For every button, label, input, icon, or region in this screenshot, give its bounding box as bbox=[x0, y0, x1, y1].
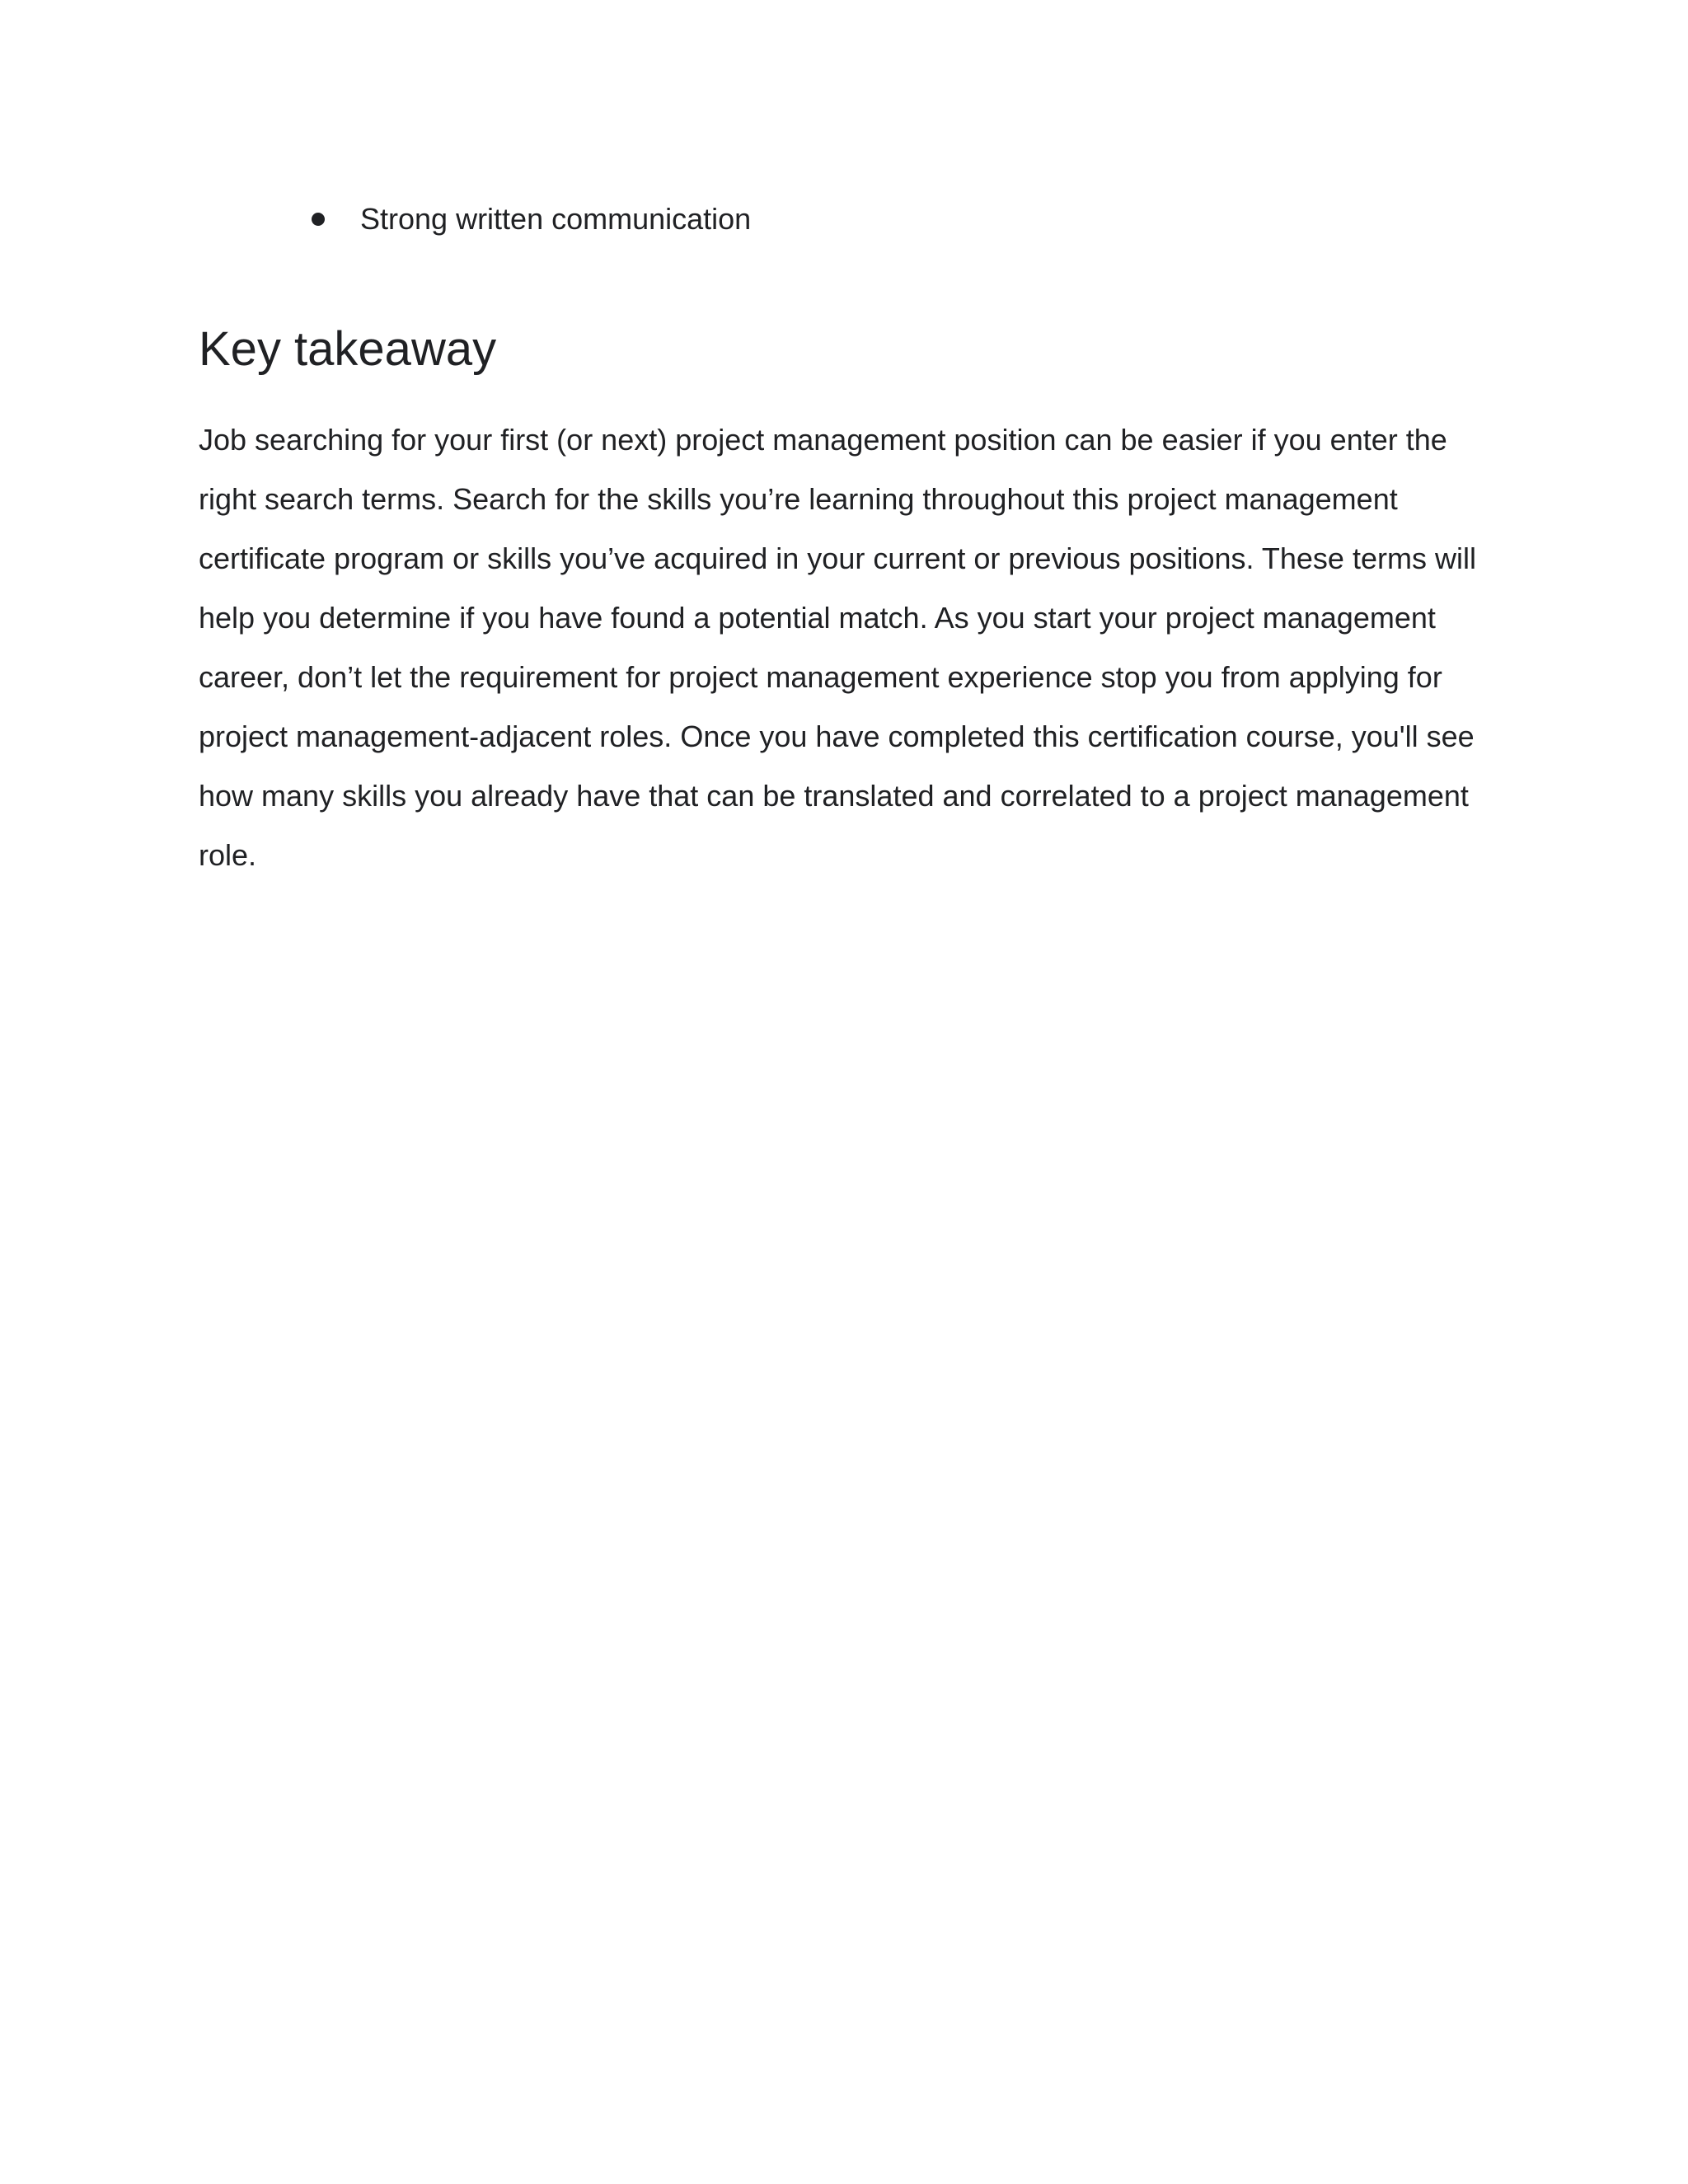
bullet-icon bbox=[312, 213, 325, 226]
body-paragraph: Job searching for your first (or next) project management position can be easier if you enter the right search terms. Search for the skills you’re learning throughout this project management certificate program or skills you’ve acquired in your current or previous positions. These terms will help you determine if you have found a potential match. As you start your project management career, don’t let the requirement for project management experience stop you from applying for project management-adjacent roles. Once you have completed this certification course, you'll see how many skills you already have that can be translated and correlated to a project management role. bbox=[199, 423, 1476, 872]
list-item bbox=[312, 194, 751, 244]
bullet-list bbox=[312, 194, 751, 244]
section-heading: Key takeaway bbox=[199, 322, 497, 376]
list-item-text: Strong written communication bbox=[360, 202, 752, 236]
